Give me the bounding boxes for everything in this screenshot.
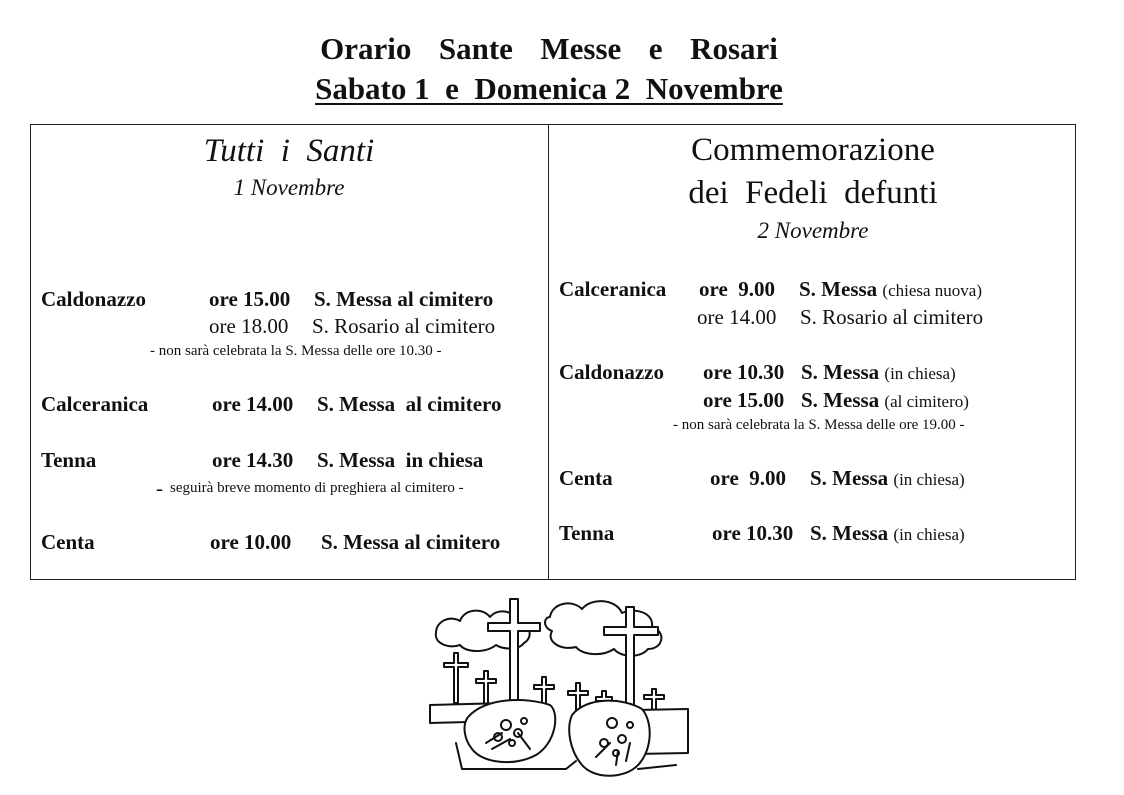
left-note: seguirà breve momento di preghiera al cimitero - <box>170 480 464 496</box>
left-heading: Tutti i Santi <box>203 133 375 169</box>
right-detail: (al cimitero) <box>884 392 969 411</box>
left-time: ore 14.30 <box>212 448 294 472</box>
left-time: ore 18.00 <box>209 314 289 338</box>
right-place-caldonazzo: Caldonazzo <box>559 360 664 384</box>
right-desc: S. Messa (in chiesa) <box>810 521 965 545</box>
right-place-tenna: Tenna <box>559 521 615 545</box>
right-detail: (in chiesa) <box>893 470 965 489</box>
right-detail: (in chiesa) <box>893 525 965 544</box>
right-time: ore 10.30 <box>703 360 785 384</box>
right-desc: S. Rosario al cimitero <box>800 305 984 329</box>
right-time: ore 10.30 <box>712 521 794 545</box>
left-time: ore 15.00 <box>209 287 291 311</box>
right-desc: S. Messa (in chiesa) <box>801 360 956 384</box>
right-detail: (in chiesa) <box>884 364 956 383</box>
left-note: - non sarà celebrata la S. Messa delle ore 10.30 - <box>150 343 442 359</box>
right-place-centa: Centa <box>559 466 613 490</box>
left-place-centa: Centa <box>41 530 95 554</box>
left-time: ore 10.00 <box>210 530 292 554</box>
right-time: ore 9.00 <box>699 277 776 301</box>
right-place-calceranica: Calceranica <box>559 277 667 301</box>
left-place-calceranica: Calceranica <box>41 392 149 416</box>
left-desc: S. Messa al cimitero <box>321 530 501 554</box>
left-desc: S. Messa al cimitero <box>317 392 502 416</box>
right-date: 2 Novembre <box>757 218 869 243</box>
right-heading-line1: Commemorazione <box>691 132 935 168</box>
right-time: ore 9.00 <box>710 466 787 490</box>
left-place-tenna: Tenna <box>41 448 97 472</box>
left-time: ore 14.00 <box>212 392 294 416</box>
left-desc: S. Messa in chiesa <box>317 448 484 472</box>
cemetery-crosses-drawing-icon <box>426 593 690 785</box>
left-place-caldonazzo: Caldonazzo <box>41 287 146 311</box>
left-desc: S. Rosario al cimitero <box>312 314 496 338</box>
right-time: ore 14.00 <box>697 305 777 329</box>
right-desc: S. Messa (in chiesa) <box>810 466 965 490</box>
left-date: 1 Novembre <box>233 175 345 200</box>
right-detail: (chiesa nuova) <box>882 281 983 300</box>
right-desc: S. Messa (al cimitero) <box>801 388 969 412</box>
page-subtitle: Sabato 1 e Domenica 2 Novembre <box>315 71 783 106</box>
left-note-dash: - <box>156 476 163 500</box>
page-title: Orario Sante Messe e Rosari <box>320 31 778 66</box>
right-time: ore 15.00 <box>703 388 785 412</box>
right-desc: S. Messa (chiesa nuova) <box>799 277 983 301</box>
right-note: - non sarà celebrata la S. Messa delle ore 19.00 - <box>673 417 965 433</box>
left-desc: S. Messa al cimitero <box>314 287 494 311</box>
right-heading-line2: dei Fedeli defunti <box>688 175 938 211</box>
